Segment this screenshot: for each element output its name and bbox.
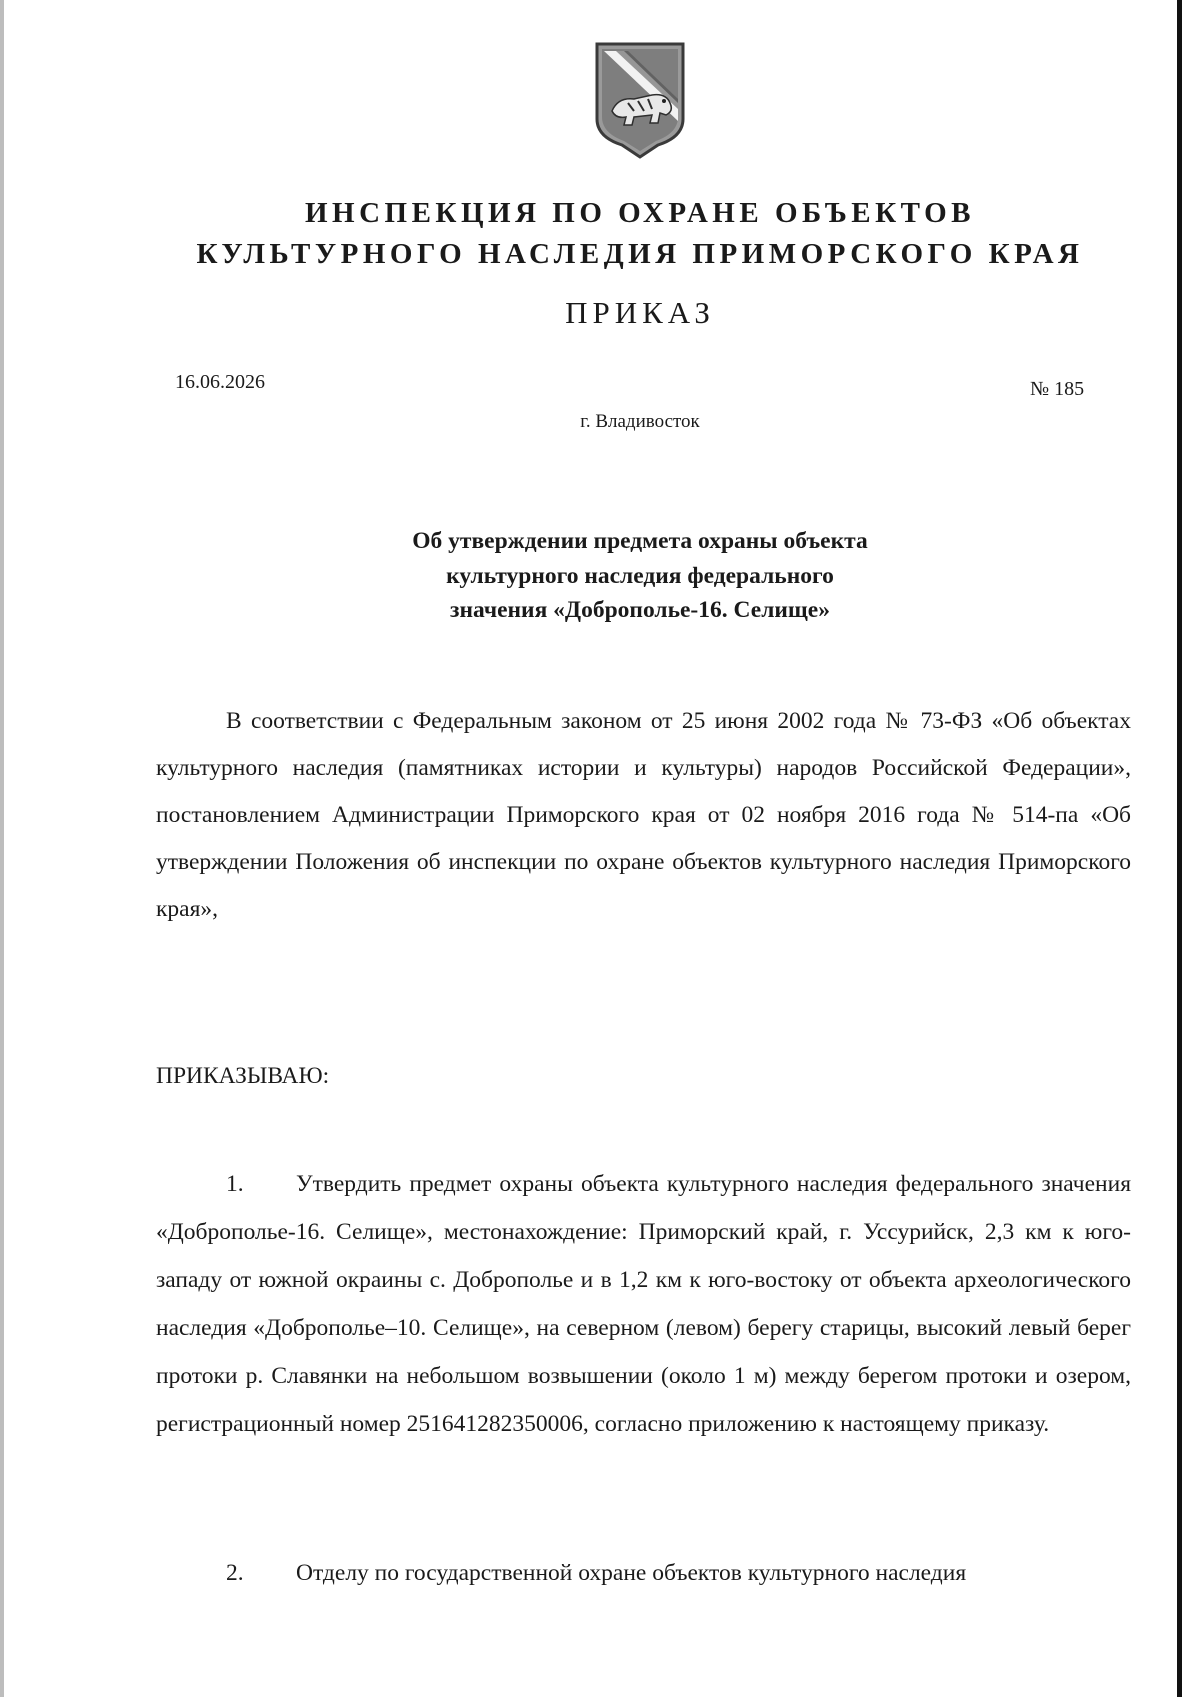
preamble-paragraph: В соответствии с Федеральным законом от 25 июня 2002 года № 73-ФЗ «Об объектах культурного наследия (памятниках истории и культуры) народов Российской Федерации», постановлением Администрации Приморского края от 02 ноября 2016 года № 514-па «Об утверждении Положения об инспекции по охране объектов культурного наследия Приморского края», <box>156 708 1131 922</box>
order-item <box>156 1160 1131 1448</box>
coat-of-arms-icon <box>594 41 686 159</box>
order-item <box>156 1549 1131 1597</box>
document-city: г. Владивосток <box>580 411 700 432</box>
page-left-edge <box>0 0 4 1697</box>
document-number: № 185 <box>1030 378 1085 400</box>
document-title-line-1: Об утверждении предмета охраны объекта <box>412 528 868 554</box>
order-item-text: Отделу по государственной охране объектов культурного наследия <box>296 1560 967 1586</box>
document-title-line-2: культурного наследия федерального <box>446 563 834 589</box>
order-item-number: 1. <box>226 1171 244 1197</box>
order-word: ПРИКАЗЫВАЮ: <box>156 1063 330 1089</box>
issuing-authority-line-2: КУЛЬТУРНОГО НАСЛЕДИЯ ПРИМОРСКОГО КРАЯ <box>196 238 1084 270</box>
document-title-line-3: значения «Доброполье-16. Селище» <box>450 597 830 623</box>
page-right-edge <box>1177 0 1182 1697</box>
order-item-number: 2. <box>226 1560 244 1586</box>
issuing-authority-line-1: ИНСПЕКЦИЯ ПО ОХРАНЕ ОБЪЕКТОВ <box>304 197 976 229</box>
document-type: ПРИКАЗ <box>565 295 715 330</box>
order-item-text: Утвердить предмет охраны объекта культурного наследия федерального значения «Доброполье-16. Селище», местонахождение: Приморский край, г. Уссурийск, 2,3 км к юго-западу от южной окраины с. Доброполье и в 1,2 км к юго-востоку от объекта археологического наследия «Доброполье–10. Селище», на северном (левом) берегу старицы, высокий левый берег протоки р. Славянки на небольшом возвышении (около 1 м) между берегом протоки и озером, регистрационный номер 251641282350006, согласно приложению к настоящему приказу. <box>156 1171 1131 1437</box>
document-date: 16.06.2026 <box>175 371 265 393</box>
